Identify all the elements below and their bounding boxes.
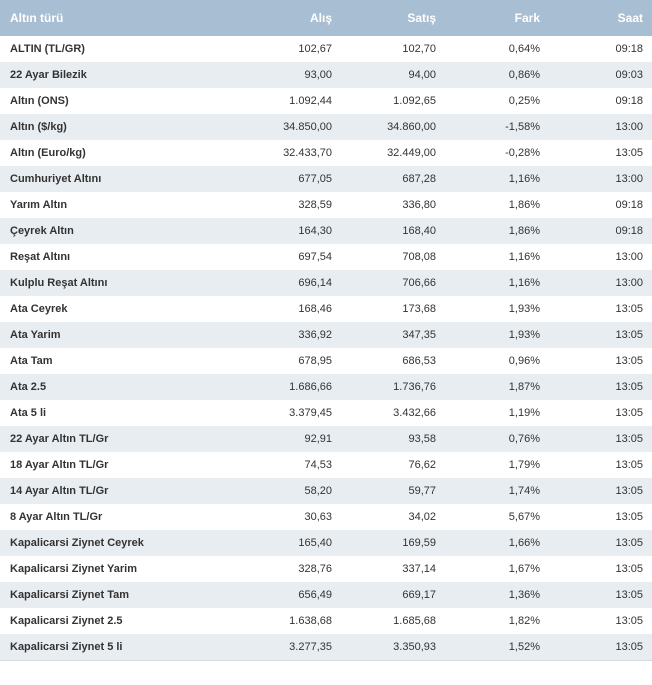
column-header-sell: Satış [407, 11, 436, 25]
gold-type-cell: Altın ($/kg) [10, 121, 67, 133]
gold-type-cell: Ata Tam [10, 355, 53, 367]
change-percent-cell: 0,96% [508, 355, 540, 367]
table-row [0, 452, 652, 478]
gold-type-cell: Kapalicarsi Ziynet Yarim [10, 563, 137, 575]
table-row [0, 400, 652, 426]
table-row [0, 192, 652, 218]
table-row [0, 36, 652, 62]
header-row [0, 0, 652, 36]
sell-price-cell: 1.092,65 [393, 95, 436, 107]
buy-price-cell: 3.379,45 [289, 407, 332, 419]
change-percent-cell: -0,28% [505, 147, 540, 159]
table-row [0, 88, 652, 114]
update-time-cell: 13:00 [615, 277, 643, 289]
sell-price-cell: 59,77 [408, 485, 436, 497]
buy-price-cell: 1.638,68 [289, 615, 332, 627]
gold-type-cell: Ata Ceyrek [10, 303, 68, 315]
gold-type-cell: 8 Ayar Altın TL/Gr [10, 511, 103, 523]
buy-price-cell: 328,76 [298, 563, 332, 575]
change-percent-cell: 0,64% [508, 43, 540, 55]
table-row [0, 114, 652, 140]
change-percent-cell: 1,36% [508, 589, 540, 601]
change-percent-cell: 1,16% [508, 251, 540, 263]
sell-price-cell: 686,53 [402, 355, 436, 367]
change-percent-cell: 1,16% [508, 173, 540, 185]
buy-price-cell: 1.686,66 [289, 381, 332, 393]
buy-price-cell: 74,53 [304, 459, 332, 471]
update-time-cell: 13:05 [615, 589, 643, 601]
buy-price-cell: 32.433,70 [283, 147, 332, 159]
table-row [0, 478, 652, 504]
sell-price-cell: 34,02 [408, 511, 436, 523]
table-body [0, 36, 652, 660]
update-time-cell: 09:03 [615, 69, 643, 81]
buy-price-cell: 3.277,35 [289, 640, 332, 653]
change-percent-cell: 1,16% [508, 277, 540, 289]
update-time-cell: 13:05 [615, 303, 643, 315]
table-row [0, 218, 652, 244]
table-row [0, 530, 652, 556]
gold-type-cell: 18 Ayar Altın TL/Gr [10, 459, 109, 471]
update-time-cell: 13:05 [615, 537, 643, 549]
gold-type-cell: Çeyrek Altın [10, 225, 74, 237]
sell-price-cell: 94,00 [408, 69, 436, 81]
buy-price-cell: 165,40 [298, 537, 332, 549]
table-row [0, 270, 652, 296]
sell-price-cell: 76,62 [408, 459, 436, 471]
gold-type-cell: Kulplu Reşat Altını [10, 277, 108, 289]
buy-price-cell: 30,63 [304, 511, 332, 523]
buy-price-cell: 164,30 [298, 225, 332, 237]
table-row [0, 582, 652, 608]
gold-type-cell: Kapalicarsi Ziynet Ceyrek [10, 537, 144, 549]
change-percent-cell: 1,82% [508, 615, 540, 627]
buy-price-cell: 102,67 [298, 43, 332, 55]
sell-price-cell: 3.432,66 [393, 407, 436, 419]
table-row [0, 322, 652, 348]
table-header [0, 0, 652, 36]
table-row [0, 244, 652, 270]
gold-type-cell: Kapalicarsi Ziynet 2.5 [10, 615, 123, 627]
table-row [0, 348, 652, 374]
gold-type-cell: Kapalicarsi Ziynet Tam [10, 589, 130, 601]
gold-type-cell: Kapalicarsi Ziynet 5 li [10, 640, 123, 653]
sell-price-cell: 93,58 [408, 433, 436, 445]
table-row [0, 608, 652, 634]
change-percent-cell: 5,67% [508, 511, 540, 523]
table-row [0, 374, 652, 400]
update-time-cell: 13:05 [615, 563, 643, 575]
table-row [0, 504, 652, 530]
gold-type-cell: Ata 2.5 [10, 381, 47, 393]
sell-price-cell: 3.350,93 [393, 640, 436, 653]
update-time-cell: 09:18 [615, 199, 643, 211]
change-percent-cell: 1,67% [508, 563, 540, 575]
table-row [0, 166, 652, 192]
sell-price-cell: 173,68 [402, 303, 436, 315]
update-time-cell: 13:05 [615, 640, 643, 653]
sell-price-cell: 1.736,76 [393, 381, 436, 393]
sell-price-cell: 337,14 [402, 563, 436, 575]
gold-type-cell: ALTIN (TL/GR) [10, 43, 85, 55]
table-row [0, 296, 652, 322]
update-time-cell: 13:05 [615, 381, 643, 393]
change-percent-cell: 0,25% [508, 95, 540, 107]
buy-price-cell: 168,46 [298, 303, 332, 315]
buy-price-cell: 1.092,44 [289, 95, 332, 107]
change-percent-cell: 1,86% [508, 199, 540, 211]
update-time-cell: 13:05 [615, 407, 643, 419]
gold-type-cell: Yarım Altın [10, 199, 68, 211]
gold-type-cell: Altın (ONS) [10, 95, 69, 107]
update-time-cell: 09:18 [615, 95, 643, 107]
sell-price-cell: 32.449,00 [387, 147, 436, 159]
change-percent-cell: -1,58% [505, 121, 540, 133]
gold-type-cell: 14 Ayar Altın TL/Gr [10, 485, 109, 497]
update-time-cell: 13:05 [615, 355, 643, 367]
update-time-cell: 13:00 [615, 173, 643, 185]
buy-price-cell: 697,54 [298, 251, 332, 263]
update-time-cell: 13:05 [615, 615, 643, 627]
table-row [0, 62, 652, 88]
sell-price-cell: 1.685,68 [393, 615, 436, 627]
change-percent-cell: 1,19% [508, 407, 540, 419]
column-header-name: Altın türü [10, 11, 64, 25]
update-time-cell: 09:18 [615, 225, 643, 237]
change-percent-cell: 1,93% [508, 329, 540, 341]
gold-type-cell: 22 Ayar Altın TL/Gr [10, 433, 109, 445]
buy-price-cell: 678,95 [298, 355, 332, 367]
change-percent-cell: 1,93% [508, 303, 540, 315]
table-row [0, 634, 652, 660]
update-time-cell: 13:00 [615, 251, 643, 263]
sell-price-cell: 169,59 [402, 537, 436, 549]
buy-price-cell: 677,05 [298, 173, 332, 185]
sell-price-cell: 102,70 [402, 43, 436, 55]
change-percent-cell: 1,87% [508, 381, 540, 393]
update-time-cell: 13:05 [615, 485, 643, 497]
table-row [0, 140, 652, 166]
buy-price-cell: 656,49 [298, 589, 332, 601]
column-header-buy: Alış [309, 11, 332, 25]
update-time-cell: 13:00 [615, 121, 643, 133]
gold-type-cell: Cumhuriyet Altını [10, 173, 102, 185]
update-time-cell: 13:05 [615, 433, 643, 445]
buy-price-cell: 93,00 [304, 69, 332, 81]
sell-price-cell: 347,35 [402, 329, 436, 341]
update-time-cell: 13:05 [615, 511, 643, 523]
update-time-cell: 13:05 [615, 147, 643, 159]
buy-price-cell: 58,20 [304, 485, 332, 497]
buy-price-cell: 92,91 [304, 433, 332, 445]
change-percent-cell: 0,76% [508, 433, 540, 445]
buy-price-cell: 328,59 [298, 199, 332, 211]
gold-type-cell: Ata 5 li [10, 407, 47, 419]
change-percent-cell: 0,86% [508, 69, 540, 81]
change-percent-cell: 1,74% [508, 485, 540, 497]
gold-type-cell: 22 Ayar Bilezik [10, 69, 87, 81]
sell-price-cell: 706,66 [402, 277, 436, 289]
change-percent-cell: 1,86% [508, 225, 540, 237]
sell-price-cell: 687,28 [402, 173, 436, 185]
update-time-cell: 13:05 [615, 329, 643, 341]
column-header-time: Saat [617, 11, 643, 25]
change-percent-cell: 1,52% [508, 640, 540, 653]
change-percent-cell: 1,66% [508, 537, 540, 549]
sell-price-cell: 669,17 [402, 589, 436, 601]
update-time-cell: 13:05 [615, 459, 643, 471]
buy-price-cell: 34.850,00 [283, 121, 332, 133]
sell-price-cell: 168,40 [402, 225, 436, 237]
gold-type-cell: Altın (Euro/kg) [10, 147, 86, 159]
update-time-cell: 09:18 [615, 43, 643, 55]
table-row [0, 556, 652, 582]
buy-price-cell: 696,14 [298, 277, 332, 289]
gold-type-cell: Reşat Altını [10, 251, 71, 263]
sell-price-cell: 336,80 [402, 199, 436, 211]
sell-price-cell: 708,08 [402, 251, 436, 263]
change-percent-cell: 1,79% [508, 459, 540, 471]
sell-price-cell: 34.860,00 [387, 121, 436, 133]
gold-type-cell: Ata Yarim [10, 329, 61, 341]
column-header-change: Fark [514, 11, 540, 25]
buy-price-cell: 336,92 [298, 329, 332, 341]
table-row [0, 426, 652, 452]
